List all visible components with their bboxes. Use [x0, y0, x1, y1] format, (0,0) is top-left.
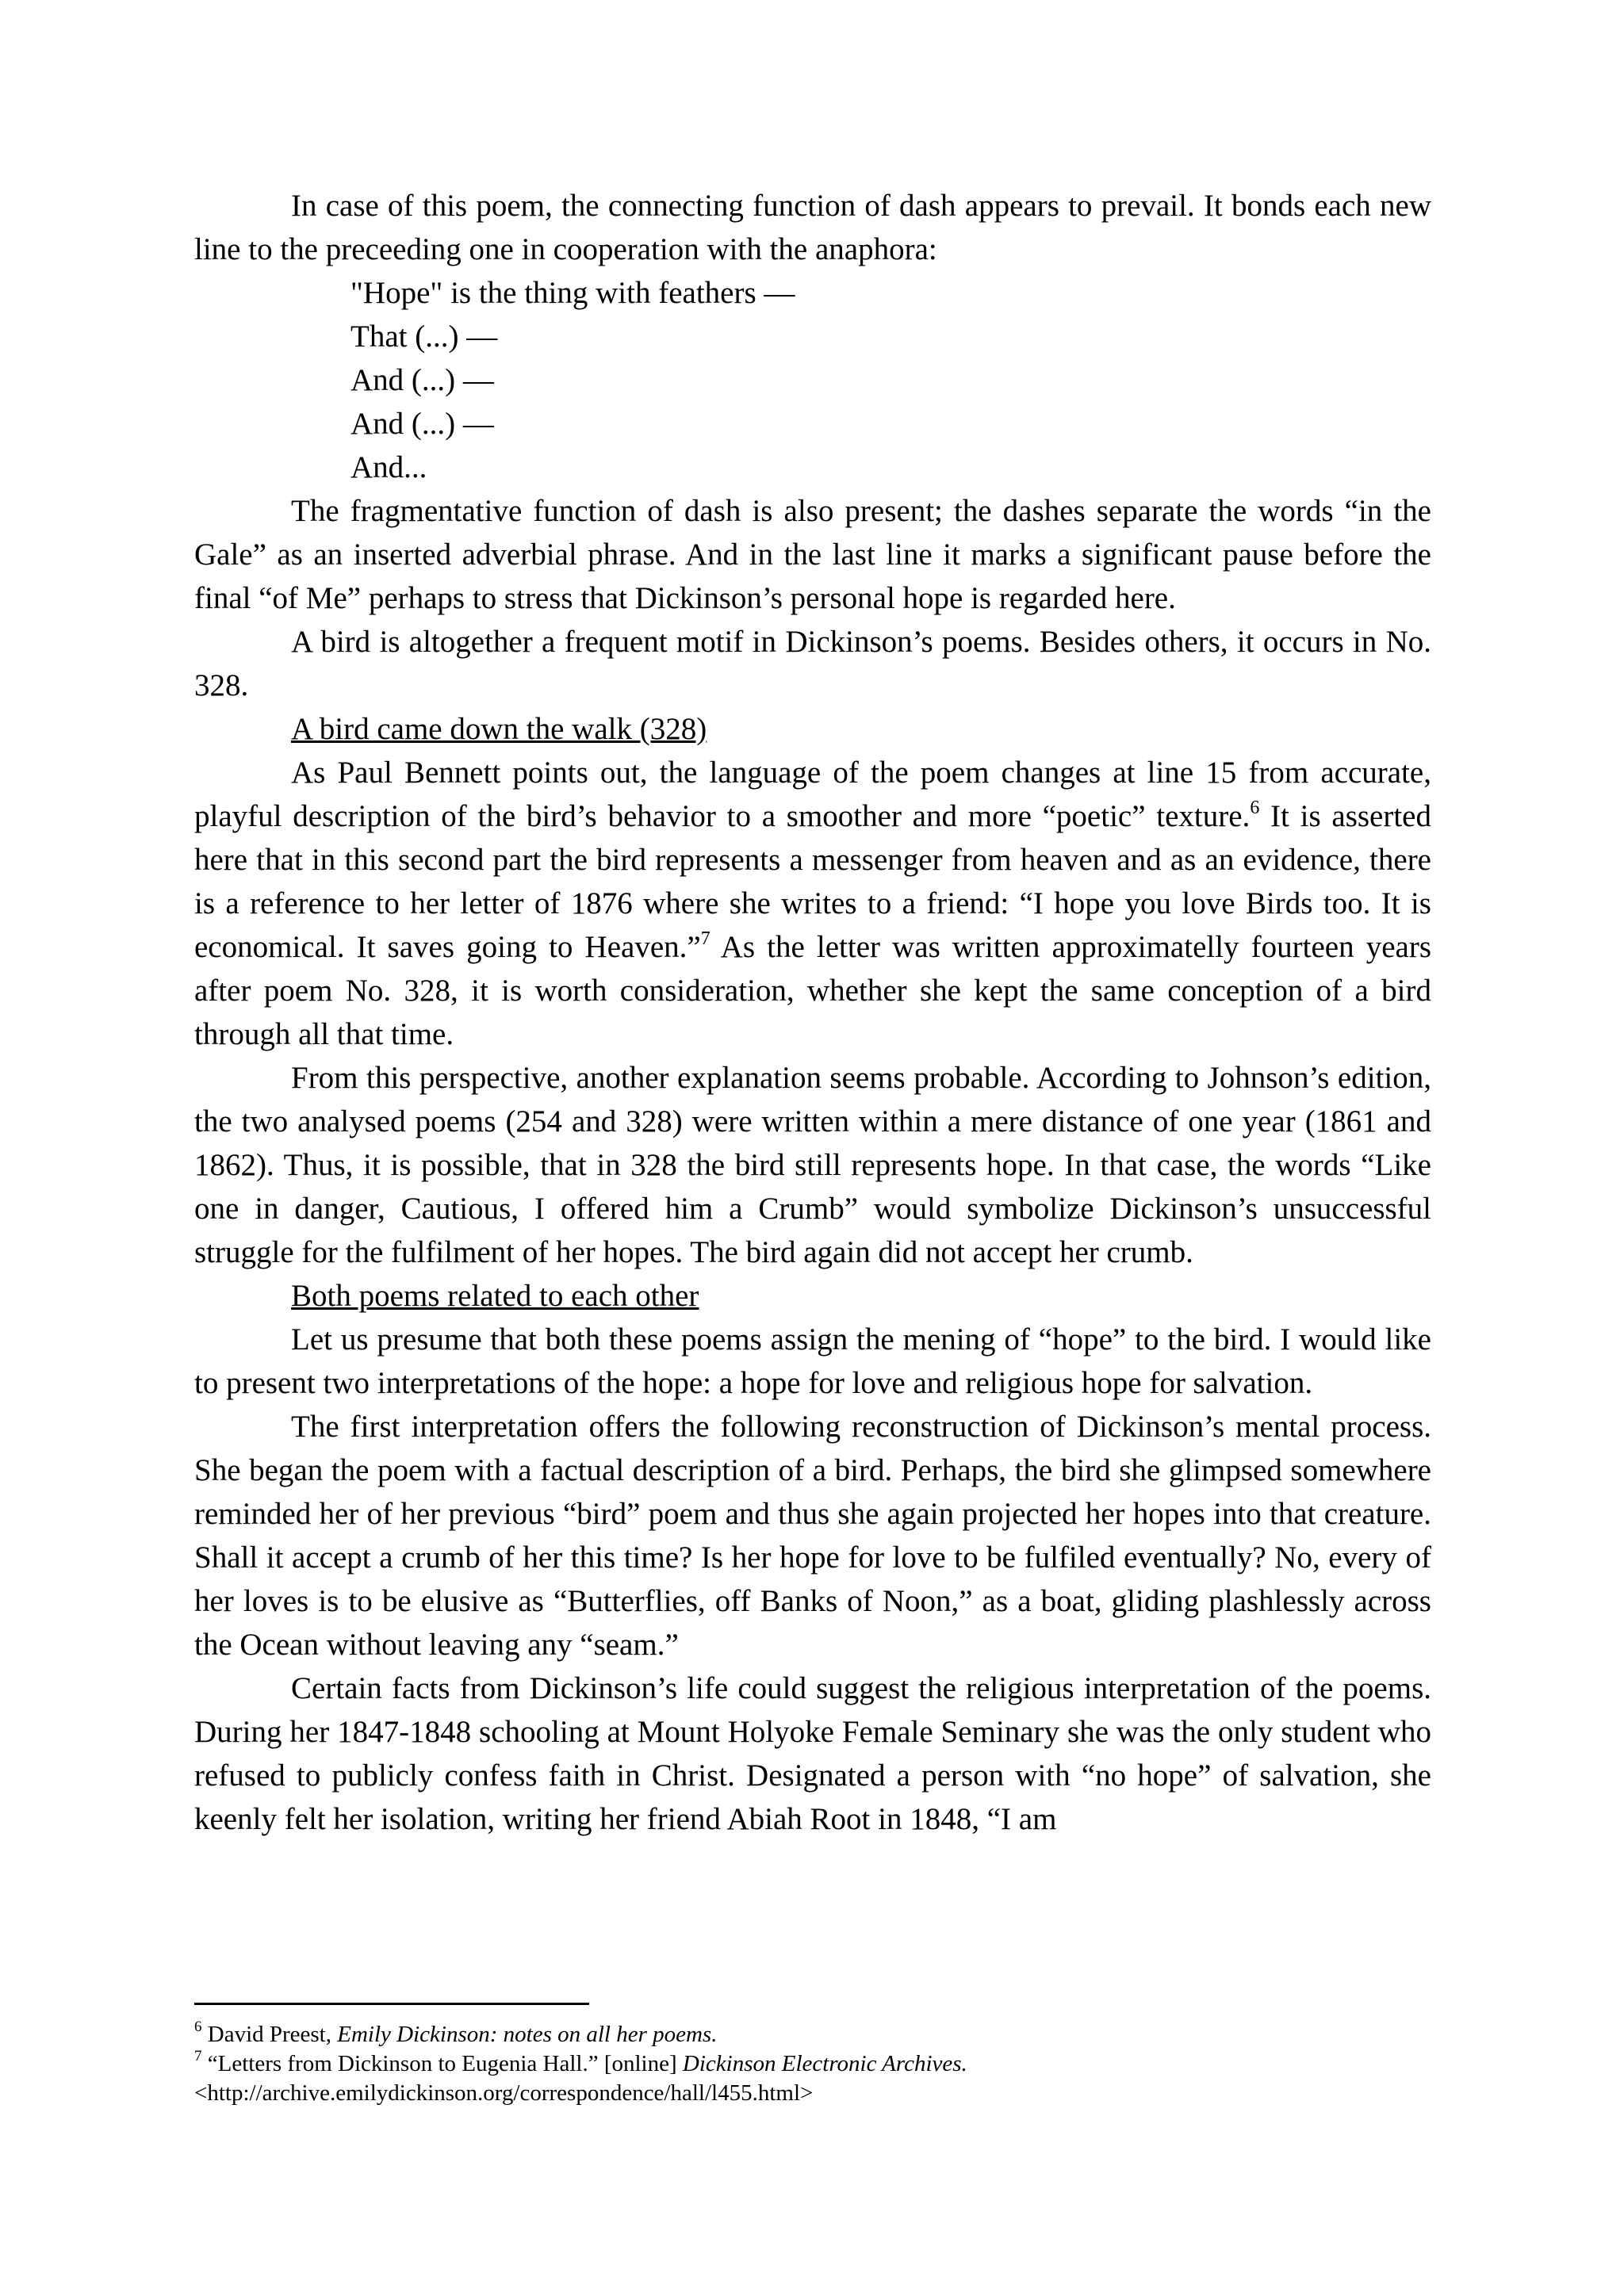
footnote-title: Emily Dickinson: notes on all her poems.	[337, 2022, 718, 2047]
footnote-divider	[194, 2003, 589, 2005]
footnote-title: Dickinson Electronic Archives.	[682, 2051, 967, 2076]
footnote-number: 6	[194, 2019, 202, 2036]
paragraph-presume: Let us presume that both these poems assign the mening of “hope” to the bird. I would like to present two interpretations of the hope: a hope for love and religious hope for salvation.	[194, 1322, 1431, 1400]
paragraph-text: As the letter was written approximatelly fourteen years after poem No. 328, it is worth consideration, whether she kept the same conception of a bird through all that time.	[194, 930, 1431, 1051]
footnote-url: <http://archive.emilydickinson.org/correspondence/hall/l455.html>	[194, 2080, 814, 2106]
section-heading-328	[194, 707, 1431, 751]
footnote-ref: 6	[1250, 798, 1260, 818]
paragraph-text: It is asserted here that in this second part the bird represents a messenger from heaven and as an evidence, there is a reference to her letter of 1876 where she writes to a friend: “I hope you love Birds too. It is economical. It saves going to Heaven.”	[194, 799, 1431, 964]
verse-line: And...	[350, 450, 427, 484]
footnote-6	[194, 2020, 1431, 2049]
footnote-ref: 7	[700, 928, 710, 949]
footnotes	[194, 2020, 1431, 2108]
heading-text: Both poems related to each other	[291, 1279, 699, 1313]
footnote-number: 7	[194, 2048, 202, 2065]
heading-text: A bird came down the walk (328)	[291, 712, 707, 746]
verse-line: That (...) —	[350, 320, 498, 354]
paragraph-text: As Paul Bennett points out, the language of the poem changes at line 15 from accurate, playful description of the bird’s behavior to a smoother and more “poetic” texture.	[194, 756, 1431, 833]
paragraph-dash-function: In case of this poem, the connecting function of dash appears to prevail. It bonds each new line to the preceeding one in cooperation with the anaphora:	[194, 189, 1431, 266]
verse-line: "Hope" is the thing with feathers —	[350, 276, 795, 310]
verse-line: And (...) —	[350, 407, 494, 441]
paragraph-fragmentative: The fragmentative function of dash is also present; the dashes separate the words “in the Gale” as an inserted adverbial phrase. And in the last line it marks a significant pause before the final “of Me” perhaps to stress that Dickinson’s personal hope is regarded here.	[194, 494, 1431, 615]
paragraph-bennett	[194, 751, 1431, 1056]
verse-line: And (...) —	[350, 363, 494, 397]
paragraph-bird-motif: A bird is altogether a frequent motif in Dickinson’s poems. Besides others, it occurs in No. 328.	[194, 625, 1431, 702]
paragraph-religious: Certain facts from Dickinson’s life could suggest the religious interpretation of the poems. During her 1847-1848 schooling at Mount Holyoke Female Seminary she was the only student who refused to publicly confess faith in Christ. Designated a person with “no hope” of salvation, she keenly felt her isolation, writing her friend Abiah Root in 1848, “I am	[194, 1671, 1431, 1836]
body-text	[194, 184, 1431, 1841]
footnote-7	[194, 2049, 1431, 2079]
footnote-text: David Preest,	[201, 2022, 338, 2047]
section-heading-both	[194, 1274, 1431, 1318]
paragraph-perspective: From this perspective, another explanation seems probable. According to Johnson’s edition, the two analysed poems (254 and 328) were written within a mere distance of one year (1861 and 1862). Thus, it is possible, that in 328 the bird still represents hope. In that case, the words “Like one in danger, Cautious, I offered him a Crumb” would symbolize Dickinson’s unsuccessful struggle for the fulfilment of her hopes. The bird again did not accept her crumb.	[194, 1061, 1431, 1269]
paragraph-first-interpretation: The first interpretation offers the following reconstruction of Dickinson’s mental process. She began the poem with a factual description of a bird. Perhaps, the bird she glimpsed somewhere reminded her of her previous “bird” poem and thus she again projected her hopes into that creature. Shall it accept a crumb of her this time? Is her hope for love to be fulfiled eventually? No, every of her loves is to be elusive as “Butterflies, off Banks of Noon,” as a boat, gliding plashlessly across the Ocean without leaving any “seam.”	[194, 1410, 1431, 1662]
footnote-text: “Letters from Dickinson to Eugenia Hall.” [online]	[201, 2051, 683, 2076]
verse-block	[194, 271, 1431, 489]
